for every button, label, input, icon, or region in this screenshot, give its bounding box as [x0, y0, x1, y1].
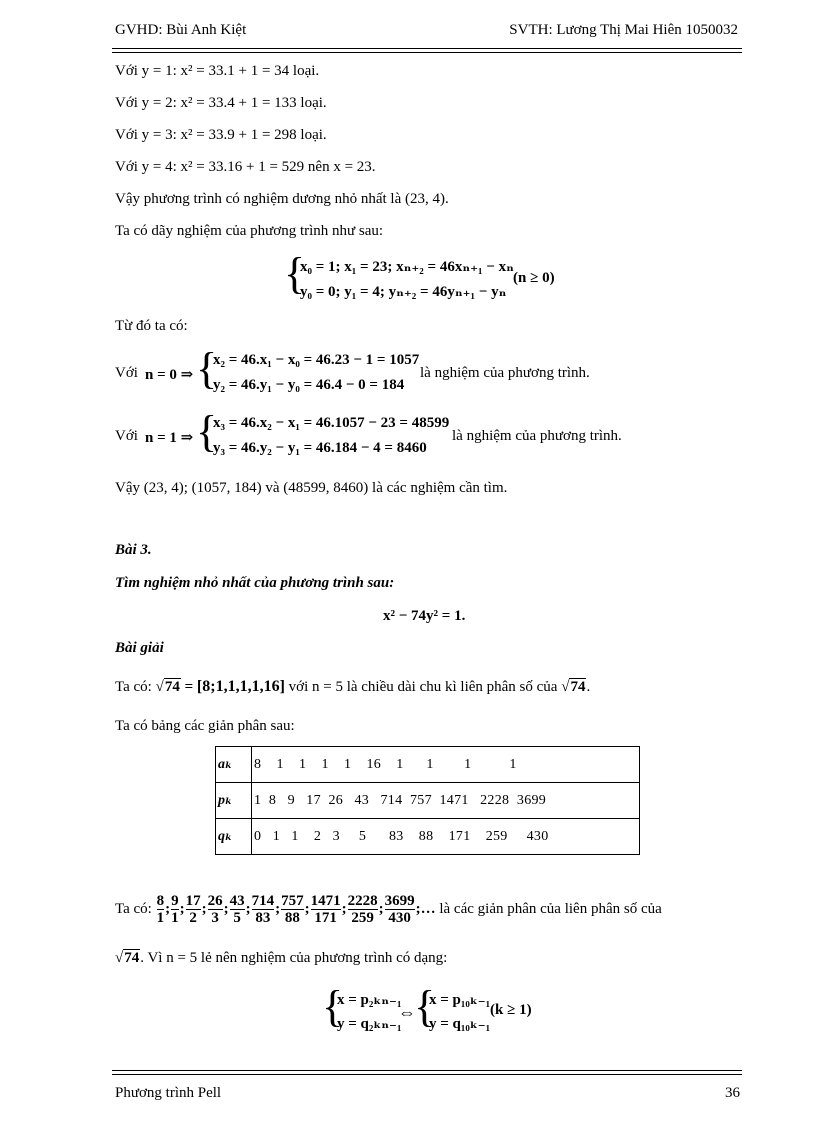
convergents-tail: là các giản phân của liên phân số của — [439, 900, 662, 917]
convergent-fraction — [186, 893, 201, 926]
section-title: Bài 3. — [115, 542, 152, 558]
fraction-denominator: 171 — [314, 910, 337, 926]
fraction-numerator: 43 — [229, 893, 245, 909]
table-row — [216, 819, 640, 855]
separator: ; — [341, 900, 347, 917]
case-n1-with: Với — [115, 428, 138, 444]
header-right: SVTH: Lương Thị Mai Hiên 1050032 — [509, 22, 738, 38]
text-line-4: Với y = 4: x² = 33.16 + 1 = 529 nên x = 23. — [115, 159, 376, 175]
convergent-fraction — [281, 893, 304, 926]
table-intro: Ta có bảng các giản phân sau: — [115, 718, 295, 734]
fraction-denominator: 88 — [284, 910, 300, 926]
separator: ; — [378, 900, 384, 917]
fraction-denominator: 259 — [351, 910, 374, 926]
task-statement: Tìm nghiệm nhỏ nhất của phương trình sau: — [115, 575, 395, 591]
text-line-5: Vậy phương trình có nghiệm dương nhỏ nhất là (23, 4). — [115, 191, 449, 207]
fraction-numerator: 9 — [171, 893, 179, 909]
separator: ; — [275, 900, 281, 917]
convergents-table — [215, 746, 640, 855]
fraction-denominator: 2 — [189, 910, 197, 926]
sqrt-icon: √ — [115, 950, 124, 966]
fraction-numerator: 3699 — [384, 893, 415, 909]
case-n1-x: x₃ = 46.x₂ − x₁ = 46.1057 − 23 = 48599 — [213, 415, 450, 431]
separator: ; — [304, 900, 310, 917]
left-brace: { — [196, 344, 218, 393]
header-left: GVHD: Bùi Anh Kiệt — [115, 22, 247, 38]
convergent-fraction — [311, 893, 341, 926]
cf-text: với n = 5 là chiều dài chu kì liên phân số của — [288, 679, 558, 695]
case-n0-note: là nghiệm của phương trình. — [420, 365, 590, 381]
case-n0-x: x₂ = 46.x₁ − x₀ = 46.23 − 1 = 1057 — [213, 352, 420, 368]
table-row — [216, 747, 640, 783]
separator: ;… — [415, 900, 436, 917]
cf-value: [8;1,1,1,1,16] — [196, 678, 285, 695]
case-n1-y: y₃ = 46.y₂ − y₁ = 46.184 − 4 = 8460 — [213, 440, 427, 456]
separator: ; — [223, 900, 229, 917]
solution-title: Bài giải — [115, 640, 164, 656]
left-brace: { — [284, 249, 306, 298]
fraction-numerator: 17 — [185, 893, 201, 909]
convergent-fraction — [157, 893, 165, 926]
cf-line: Ta có: √74 = [8;1,1,1,1,16] với n = 5 là chiều dài chu kì liên phân số của √74. — [115, 678, 591, 695]
form-condition: (k ≥ 1) — [490, 1002, 532, 1018]
text-line-3: Với y = 3: x² = 33.9 + 1 = 298 loại. — [115, 127, 327, 143]
page-number: 36 — [725, 1085, 740, 1101]
case-n0-y: y₂ = 46.y₁ − y₀ = 46.4 − 0 = 184 — [213, 377, 405, 393]
fraction-numerator: 1471 — [310, 893, 341, 909]
header-rule-top — [112, 48, 742, 49]
text-line-6: Ta có dãy nghiệm của phương trình như sau: — [115, 223, 384, 239]
row-header-p: pₖ — [216, 783, 252, 819]
left-brace: { — [414, 982, 436, 1031]
row-values-q: 0 1 1 2 3 5 83 88 171 259 430 — [252, 819, 640, 855]
convergent-fraction — [252, 893, 275, 926]
sqrt-icon: √ — [155, 679, 164, 695]
left-brace: { — [196, 407, 218, 456]
case-n0-label: n = 0 ⇒ — [145, 367, 194, 383]
text-line-2: Với y = 2: x² = 33.4 + 1 = 133 loại. — [115, 95, 327, 111]
form-y1: y = q₂ₖₙ₋₁ — [337, 1016, 402, 1032]
fraction-denominator: 5 — [233, 910, 241, 926]
equivalence: ⇔ — [398, 1002, 416, 1022]
odd-text: . Vì n = 5 lẻ nên nghiệm của phương trình có dạng: — [140, 950, 448, 966]
fraction-denominator: 1 — [156, 910, 165, 926]
separator: ; — [165, 900, 171, 917]
row-header-a: aₖ — [216, 747, 252, 783]
convergent-fraction — [171, 893, 179, 926]
separator: ; — [245, 900, 251, 917]
case-n1-note: là nghiệm của phương trình. — [452, 428, 622, 444]
case-n1-label: n = 1 ⇒ — [145, 430, 194, 446]
text-line-1: Với y = 1: x² = 33.1 + 1 = 34 loại. — [115, 63, 320, 79]
sqrt-radicand: 74 — [164, 679, 180, 695]
sqrt-icon: √ — [561, 679, 570, 695]
fraction-numerator: 714 — [251, 893, 275, 909]
fraction-numerator: 757 — [281, 893, 304, 909]
odd-line — [115, 950, 447, 967]
sqrt-radicand: 74 — [124, 950, 140, 966]
fraction-denominator: 1 — [171, 910, 179, 926]
fraction-numerator: 26 — [207, 893, 223, 909]
convergents-line — [115, 893, 662, 926]
fraction-denominator: 430 — [388, 910, 411, 926]
row-values-a: 8 1 1 1 1 16 1 1 1 1 — [252, 747, 640, 783]
convergent-fraction — [208, 893, 223, 926]
form-x2: x = p₁₀ₖ₋₁ — [429, 992, 491, 1008]
table-row — [216, 783, 640, 819]
fraction-denominator: 83 — [255, 910, 271, 926]
convergent-fraction — [348, 893, 378, 926]
sqrt-radicand: 74 — [570, 679, 586, 695]
header-rule-bottom — [112, 52, 742, 53]
convergent-fraction — [230, 893, 245, 926]
footer-title: Phương trình Pell — [115, 1085, 222, 1101]
cf-equals: = — [184, 679, 194, 695]
text-conclusion: Vậy (23, 4); (1057, 184) và (48599, 8460) là các nghiệm cần tìm. — [115, 480, 508, 496]
fraction-numerator: 2228 — [347, 893, 378, 909]
cf-lead: Ta có: — [115, 679, 152, 695]
fraction-numerator: 8 — [156, 893, 165, 909]
recurrence-condition: (n ≥ 0) — [513, 270, 555, 286]
row-header-q: qₖ — [216, 819, 252, 855]
recurrence-y: y₀ = 0; y₁ = 4; yₙ₊₂ = 46yₙ₊₁ − yₙ — [300, 284, 507, 300]
separator: ; — [201, 900, 207, 917]
convergents-lead: Ta có: — [115, 900, 152, 917]
text-from-that: Từ đó ta có: — [115, 318, 188, 334]
convergent-fraction — [385, 893, 415, 926]
left-brace: { — [322, 982, 344, 1031]
recurrence-x: x₀ = 1; x₁ = 23; xₙ₊₂ = 46xₙ₊₁ − xₙ — [300, 259, 514, 275]
form-y2: y = q₁₀ₖ₋₁ — [429, 1016, 491, 1032]
pell-equation: x² − 74y² = 1. — [383, 608, 466, 624]
case-n0-with: Với — [115, 365, 138, 381]
footer-rule-top — [112, 1070, 742, 1071]
footer-rule-bottom — [112, 1074, 742, 1075]
convergents-fractions — [156, 893, 436, 926]
separator: ; — [179, 900, 185, 917]
row-values-p: 1 8 9 17 26 43 714 757 1471 2228 3699 — [252, 783, 640, 819]
fraction-denominator: 3 — [211, 910, 219, 926]
form-x1: x = p₂ₖₙ₋₁ — [337, 992, 402, 1008]
